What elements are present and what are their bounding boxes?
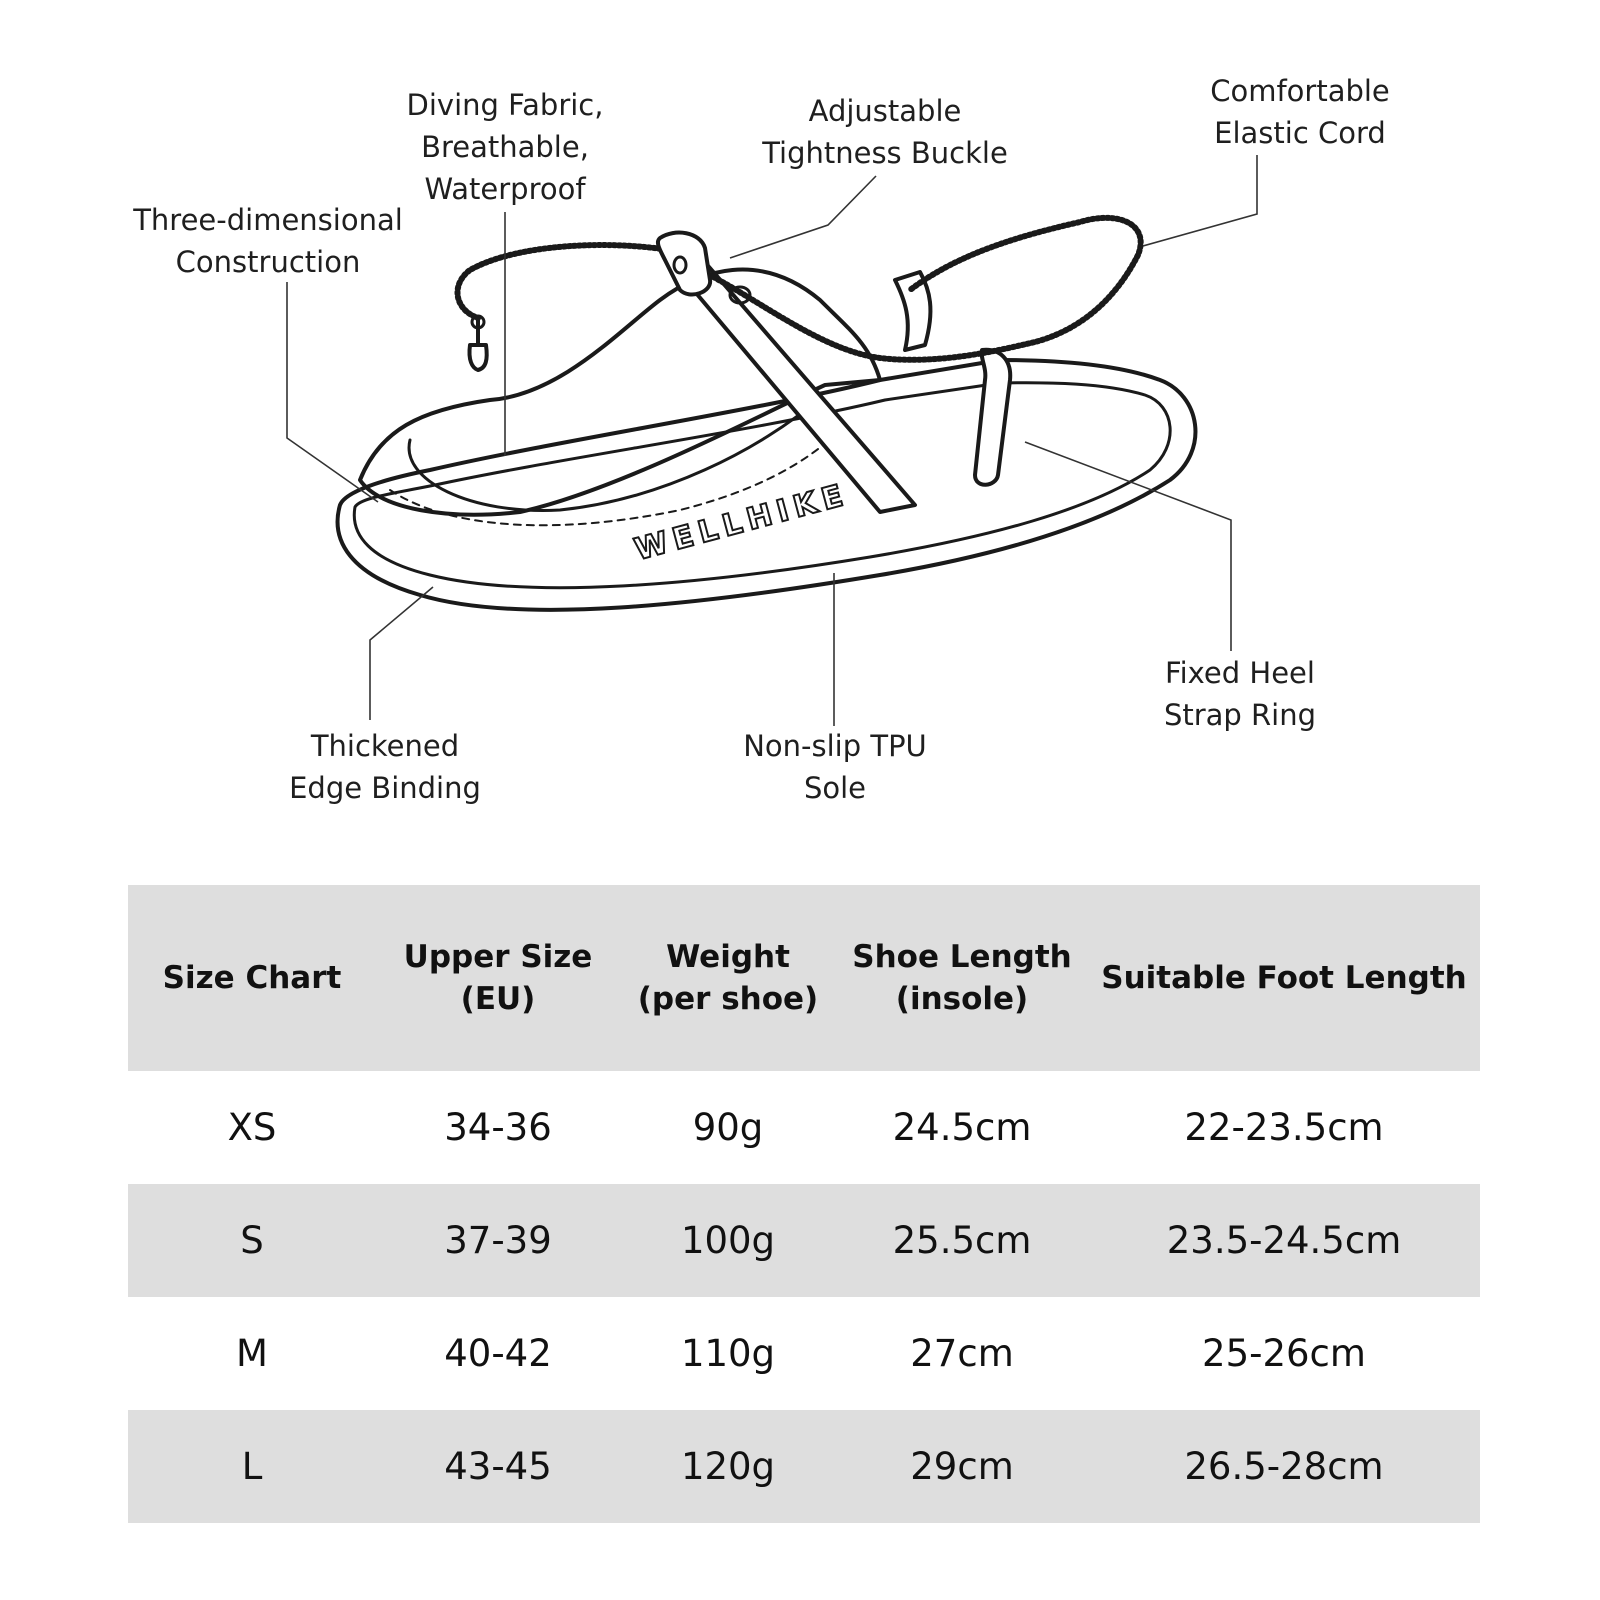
callout-line: Breathable, [421, 130, 589, 164]
header-line: Size Chart [162, 960, 342, 996]
heel-strap-ring-front [975, 350, 1010, 485]
cell-foot-length: 26.5-28cm [1088, 1410, 1480, 1523]
heel-strap-ring-back [895, 272, 930, 350]
header-size-chart [128, 885, 376, 1071]
header-shoe-length [836, 885, 1088, 1071]
cell-foot-length: 23.5-24.5cm [1088, 1184, 1480, 1297]
cell-shoe-length: 27cm [910, 1332, 1014, 1375]
callout-line: Strap Ring [1163, 698, 1317, 732]
cell-shoe-length: 29cm [836, 1410, 1088, 1523]
header-upper-size [376, 885, 620, 1071]
table-row [128, 1297, 1480, 1410]
callout-line: Sole [803, 771, 867, 805]
cell-size: L [128, 1410, 376, 1523]
elastic-cord [458, 218, 1141, 360]
cell-upper-size: 40-42 [444, 1332, 552, 1375]
leader-buckle [730, 176, 876, 258]
callout-line: Diving Fabric, [406, 88, 604, 122]
brand-text: WELLHIKE [631, 477, 853, 568]
callout-adjustable-buckle [745, 90, 1025, 174]
callout-elastic-cord [1175, 70, 1425, 154]
callout-line: Comfortable [1210, 74, 1390, 108]
callout-line: Non-slip TPU [743, 729, 927, 763]
header-line: (per shoe) [637, 981, 819, 1017]
callout-line: Adjustable [808, 94, 962, 128]
leader-elastic-cord [1143, 155, 1257, 246]
header-line: (insole) [895, 981, 1029, 1017]
header-line: Weight [666, 939, 790, 975]
header-weight [620, 885, 836, 1071]
callout-line: Waterproof [424, 172, 586, 206]
cell-weight: 120g [620, 1410, 836, 1523]
header-line: Shoe Length [852, 939, 1072, 975]
callout-line: Fixed Heel [1165, 656, 1315, 690]
buckle-toggle [658, 233, 710, 295]
cell-shoe-length: 24.5cm [892, 1106, 1032, 1149]
cell-size: M [236, 1332, 268, 1375]
callout-three-dimensional-construction [118, 199, 418, 283]
table-row [128, 1184, 1480, 1297]
cell-size: S [128, 1184, 376, 1297]
cell-size: XS [227, 1106, 277, 1149]
header-line: Upper Size [403, 939, 593, 975]
cell-upper-size: 37-39 [376, 1184, 620, 1297]
callout-line: Three-dimensional [133, 203, 403, 237]
callout-tpu-sole [725, 725, 945, 809]
cell-weight: 90g [692, 1106, 764, 1149]
callout-line: Edge Binding [289, 771, 481, 805]
cell-upper-size: 34-36 [444, 1106, 552, 1149]
header-foot-length [1088, 885, 1480, 1071]
table-row [128, 1071, 1480, 1184]
callout-heel-strap-ring [1140, 652, 1340, 736]
table-header-row [128, 885, 1480, 1071]
header-line: (EU) [460, 981, 536, 1017]
callout-line: Construction [175, 245, 361, 279]
cell-shoe-length: 25.5cm [836, 1184, 1088, 1297]
size-chart-table [128, 885, 1480, 1523]
header-line: Suitable Foot Length [1101, 960, 1467, 996]
cell-foot-length: 22-23.5cm [1184, 1106, 1384, 1149]
callout-diving-fabric [385, 84, 625, 210]
callout-line: Elastic Cord [1214, 116, 1386, 150]
callout-edge-binding [265, 725, 505, 809]
cell-weight: 100g [620, 1184, 836, 1297]
leader-heel-strap [1025, 442, 1231, 651]
cell-upper-size: 43-45 [376, 1410, 620, 1523]
leader-edge-binding [370, 587, 433, 720]
callout-line: Tightness Buckle [762, 136, 1008, 170]
cell-foot-length: 25-26cm [1202, 1332, 1366, 1375]
table-row [128, 1410, 1480, 1523]
cell-weight: 110g [680, 1332, 776, 1375]
callout-line: Thickened [310, 729, 460, 763]
